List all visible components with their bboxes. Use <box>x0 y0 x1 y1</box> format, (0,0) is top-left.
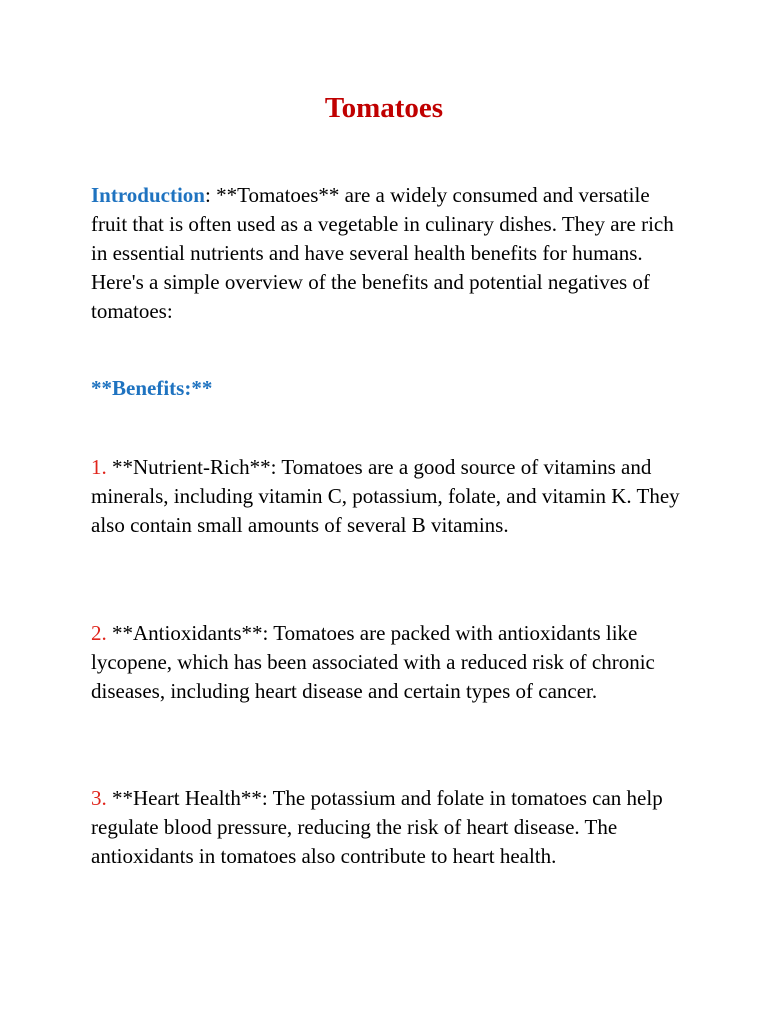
benefit-text: **Nutrient-Rich**: Tomatoes are a good source of vitamins and minerals, including vitamin C, potassium, folate, and vitamin K. They also contain small amounts of several B vitamins. <box>91 455 680 537</box>
benefits-heading: **Benefits:** <box>91 376 213 400</box>
benefit-item-1 <box>91 453 691 540</box>
intro-separator: : <box>204 183 211 207</box>
intro-text: **Tomatoes** are a widely consumed and versatile fruit that is often used as a vegetable in culinary dishes. They are rich in essential nutrients and have several health benefits for humans. Here's a simple overview of the benefits and potential negatives of tomatoes: <box>91 183 674 323</box>
benefit-item-3 <box>91 784 691 871</box>
benefit-text: **Heart Health**: The potassium and folate in tomatoes can help regulate blood pressure, reducing the risk of heart disease. The antioxidants in tomatoes also contribute to heart health. <box>91 786 663 868</box>
benefit-item-2 <box>91 619 691 706</box>
intro-paragraph <box>91 181 691 326</box>
benefit-number: 1. <box>91 455 107 479</box>
intro-label: Introduction <box>91 183 205 207</box>
benefit-text: **Antioxidants**: Tomatoes are packed with antioxidants like lycopene, which has been associated with a reduced risk of chronic diseases, including heart disease and certain types of cancer. <box>91 621 655 703</box>
benefit-number: 3. <box>91 786 107 810</box>
benefit-number: 2. <box>91 621 107 645</box>
page-title: Tomatoes <box>324 92 444 124</box>
